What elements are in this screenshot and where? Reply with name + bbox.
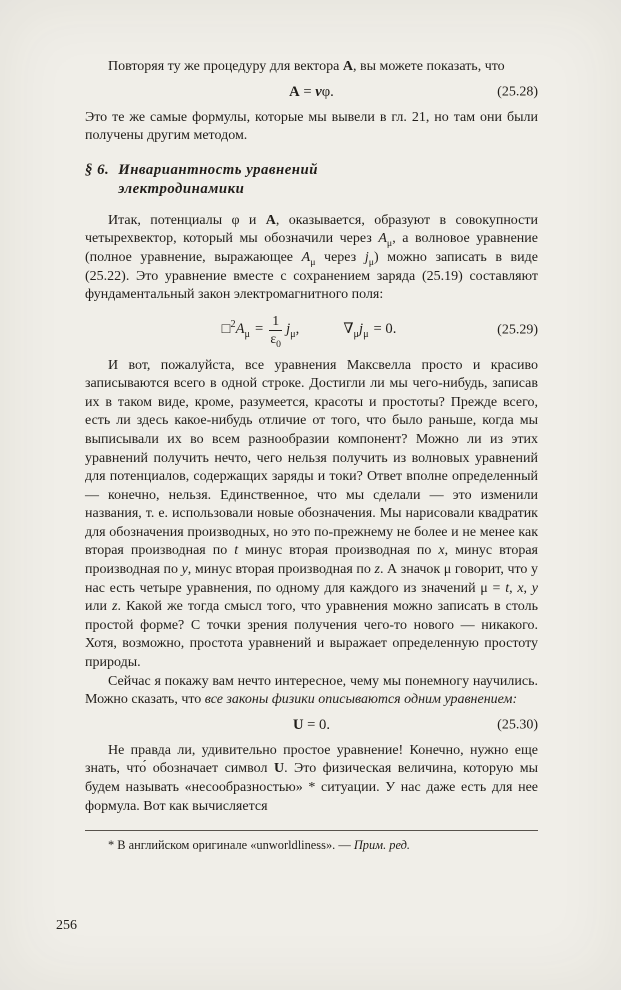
equation-25-29 [85,312,538,350]
comma: , [295,321,300,338]
section-title [118,161,318,199]
footnote: * В английском оригинале «unworldliness». — Прим. ред. [85,830,538,853]
equation-number: (25.28) [497,84,538,100]
current-symbol: j [359,321,364,338]
equation-25-30 [85,716,538,735]
equation-number: (25.30) [497,717,538,733]
paragraph: Это те же самые формулы, которые мы вывели в гл. 21, но там они были получены другим методом. [85,109,538,144]
paragraph: Итак, потенциалы φ и A, оказывается, образуют в совокупности четырехвектор, который мы обозначили через $A_\mu$, а волновое уравнение (полное уравнение, выражающее $A_\mu$ через $j_\mu$) можно записать в виде (25.22). Это уравнение вместе с сохранением заряда (25.19) составляют фундаментальный закон электромагнитного поля: [85,212,539,303]
equals-sign: = [254,321,264,338]
current-symbol: j [286,321,291,338]
section-title-line1: Инвариантность уравнений [118,161,318,178]
paragraph: Не правда ли, удивительно простое уравнение! Конечно, нужно еще знать, что́ обозначает символ U. Это физическая величина, которую мы будем называть «несообразностью» * ситуации. У нас даже есть для нее формула. Вот как вычисляется [85,742,538,814]
potential-symbol: A [235,321,245,338]
dalembertian-icon: □$^2$ [221,319,236,338]
nabla-icon: ∇ [343,321,354,338]
formula: $□^2A_\mu$ = $\frac{1}{\varepsilon_0}$ $j_\mu$, $\nabla_\mu j_\mu = 0$. [221,312,397,350]
fraction-numerator: 1 [269,314,282,331]
formula: U = 0. [292,716,331,733]
section-number: § 6. [85,161,110,178]
formula: A = vφ. [289,83,334,100]
fraction-denominator: $\varepsilon_0$ [270,330,281,350]
equals-zero: = 0. [373,321,397,338]
equation-25-28 [85,83,538,102]
text-column [85,58,538,853]
fraction [269,312,282,350]
paragraph: Сейчас я покажу вам нечто интересное, чему мы понемногу научились. Можно сказать, что все законы физики описываются одним уравнением: [85,673,538,708]
equation-number: (25.29) [497,322,538,338]
page-number: 256 [56,918,77,933]
section-heading [85,161,538,199]
paragraph: Повторяя ту же процедуру для вектора A, вы можете показать, что [108,59,505,74]
paragraph: И вот, пожалуйста, все уравнения Максвелла просто и красиво записываются всего в одной строке. Достигли ли мы чего-нибудь, записав их в таком виде, кроме, разумеется, красоты и простоты? Прежде всего, есть ли здесь какое-нибудь отличие от того, что было раньше, когда мы выписывали их во всем разнообразии компонент? Можно ли из этих уравнений получить нечто, чего нельзя получить из волновых уравнений для потенциалов, содержащих заряды и токи? Ответ вполне определенный — конечно, нельзя. Единственное, что мы сделали — это изменили названия, т. е. использовали новые обозначения. Мы нарисовали квадратик для обозначения производных, но это по-прежнему не более и не менее как вторая производная по t минус вторая производная по x, минус вторая производная по y, минус вторая производная по z. А значок μ говорит, что у нас есть четыре уравнения, по одному для каждого из значений μ = t, x, y или z. Какой же тогда смысл того, что уравнения можно записать в столь простой форме? С точки зрения получения чего-то нового — никакого. Хотя, возможно, простота уравнений и выражает определенную простоту природы. [85,357,539,671]
section-title-line2: электродинамики [118,180,245,197]
